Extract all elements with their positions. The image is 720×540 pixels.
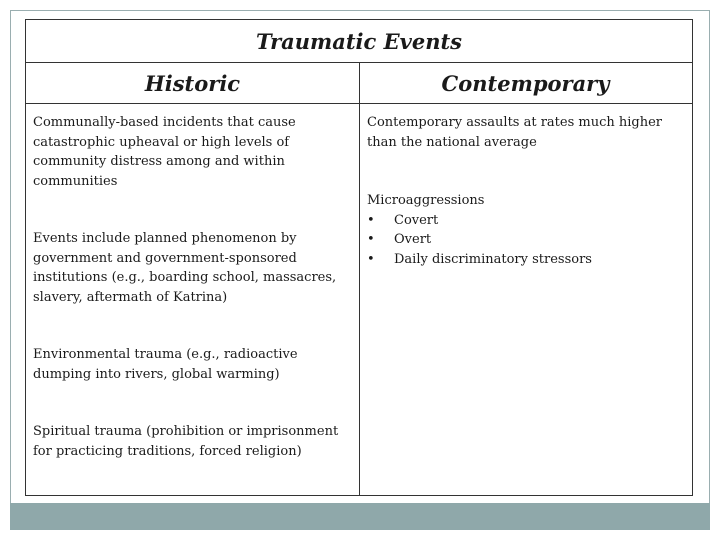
bullet-icon: • bbox=[367, 232, 375, 247]
microaggressions-title: Microaggressions bbox=[367, 193, 485, 208]
header-contemporary: Contemporary bbox=[441, 70, 610, 96]
list-item-label: Daily discriminatory stressors bbox=[394, 251, 592, 267]
historic-item-spiritual: Spiritual trauma (prohibition or imprisonment for practicing traditions, forced religion) bbox=[33, 424, 339, 459]
column-divider bbox=[359, 63, 360, 495]
list-item-label: Overt bbox=[394, 232, 432, 247]
bullet-icon: • bbox=[367, 212, 375, 228]
footer-bar bbox=[10, 503, 710, 530]
bullet-icon: • bbox=[367, 251, 375, 267]
historic-item-communal: Communally-based incidents that cause catastrophic upheaval or high levels of community distress among and within communities bbox=[33, 115, 296, 189]
contemporary-assaults: Contemporary assaults at rates much higher than the national average bbox=[367, 115, 663, 150]
historic-item-government: Events include planned phenomenon by government and government-sponsored institutions (e.g., boarding school, massacres, slavery, aftermath of Katrina) bbox=[33, 231, 337, 305]
table-title: Traumatic Events bbox=[26, 20, 692, 63]
microaggressions-block bbox=[367, 191, 685, 269]
microaggressions-list bbox=[367, 211, 685, 270]
list-item bbox=[367, 230, 685, 250]
traumatic-events-table bbox=[25, 19, 693, 496]
list-item bbox=[367, 250, 685, 270]
header-historic: Historic bbox=[144, 70, 241, 96]
list-item-label: Covert bbox=[394, 212, 439, 228]
list-item bbox=[367, 211, 685, 231]
historic-item-environmental: Environmental trauma (e.g., radioactive dumping into rivers, global warming) bbox=[33, 347, 298, 382]
